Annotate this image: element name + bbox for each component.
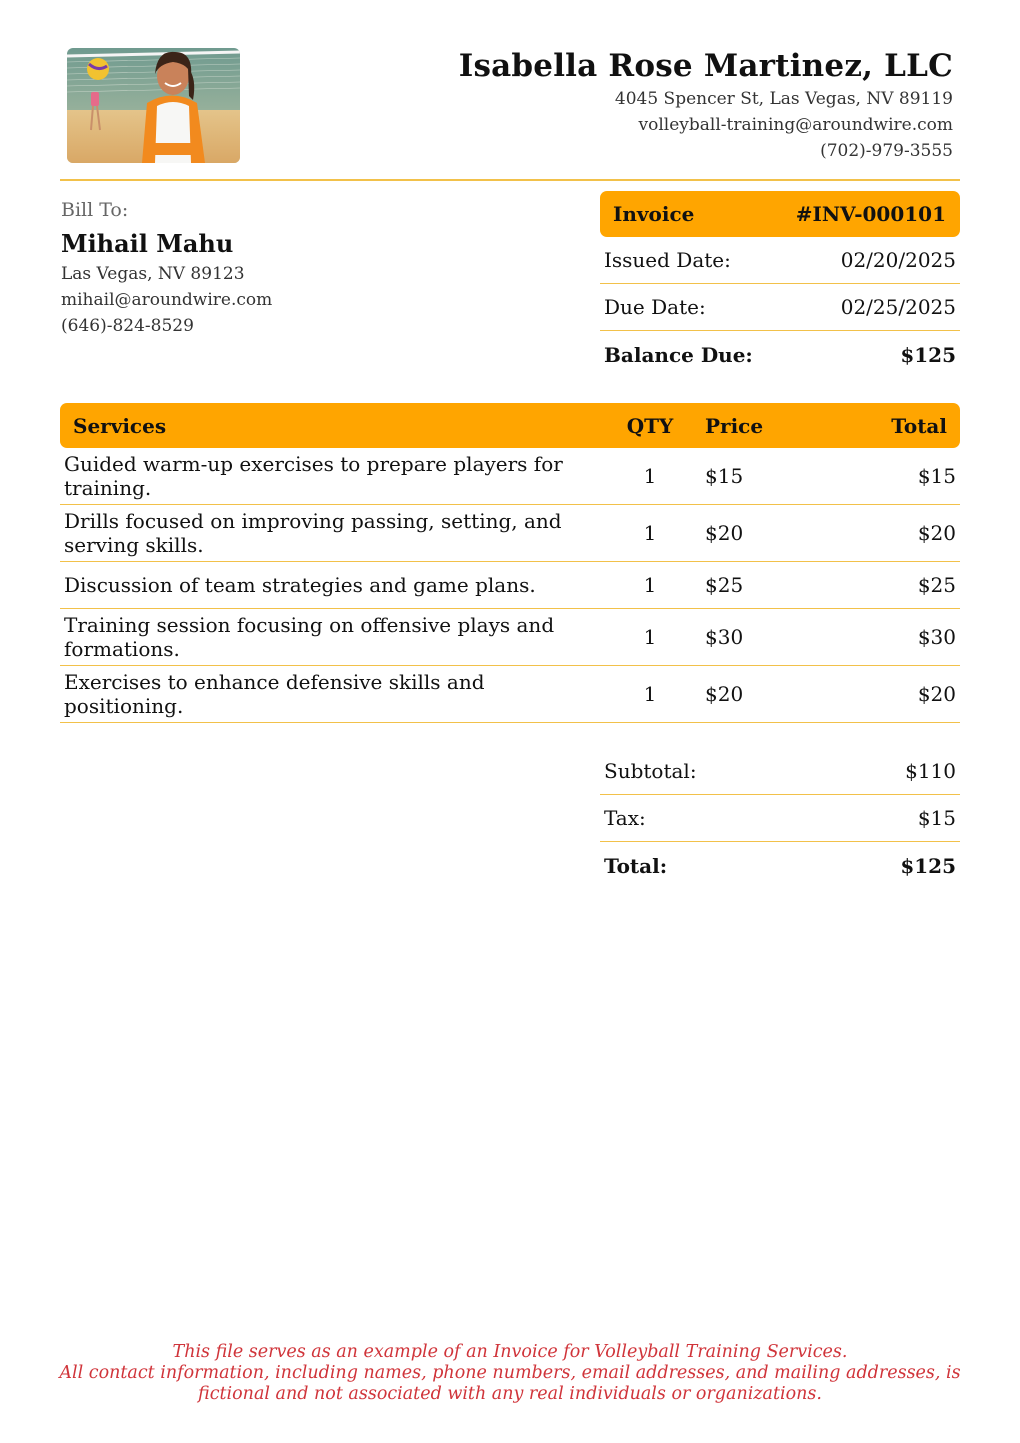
table-row bbox=[60, 562, 960, 609]
services-table bbox=[60, 403, 960, 723]
disclaimer-line-2: All contact information, including names, phone numbers, email addresses, and mailing addresses, is fictional and not associated with any real individuals or organizations. bbox=[59, 1363, 961, 1404]
header-total: Total bbox=[891, 413, 947, 438]
header-qty: QTY bbox=[626, 413, 674, 438]
service-description: Exercises to enhance defensive skills and positioning. bbox=[64, 670, 485, 718]
issued-date-value: 02/20/2025 bbox=[840, 248, 956, 272]
header-divider bbox=[60, 179, 960, 181]
company-phone: (702)-979-3555 bbox=[820, 141, 953, 161]
company-photo bbox=[67, 48, 240, 163]
service-total: $20 bbox=[917, 682, 956, 706]
service-price: $20 bbox=[705, 521, 744, 545]
service-qty: 1 bbox=[643, 625, 657, 649]
services-table-header bbox=[60, 403, 960, 448]
due-date-row bbox=[600, 284, 960, 331]
client-name: Mihail Mahu bbox=[61, 229, 234, 258]
client-email: mihail@aroundwire.com bbox=[61, 290, 273, 310]
service-price: $20 bbox=[705, 682, 744, 706]
disclaimer-line-1: This file serves as an example of an Invoice for Volleyball Training Services. bbox=[172, 1342, 848, 1362]
bill-to-label: Bill To: bbox=[61, 199, 129, 221]
service-description: Training session focusing on offensive plays and formations. bbox=[64, 613, 555, 661]
total-row bbox=[600, 842, 960, 889]
disclaimer-footer bbox=[30, 1342, 990, 1405]
total-value: $125 bbox=[900, 853, 956, 878]
due-date-label: Due Date: bbox=[604, 295, 706, 319]
invoice-header bbox=[600, 191, 960, 237]
header-price: Price bbox=[705, 413, 764, 438]
table-row bbox=[60, 448, 960, 505]
bill-to-section bbox=[61, 197, 272, 339]
service-total: $15 bbox=[917, 464, 956, 488]
service-price: $30 bbox=[705, 625, 744, 649]
service-price: $25 bbox=[705, 573, 744, 597]
table-row bbox=[60, 666, 960, 723]
service-total: $30 bbox=[917, 625, 956, 649]
company-email: volleyball-training@aroundwire.com bbox=[638, 115, 953, 135]
service-total: $20 bbox=[917, 521, 956, 545]
client-address: Las Vegas, NV 89123 bbox=[61, 264, 245, 284]
volleyball-player-image bbox=[67, 48, 240, 163]
company-info bbox=[459, 46, 953, 164]
service-qty: 1 bbox=[643, 682, 657, 706]
subtotal-row bbox=[600, 748, 960, 795]
table-row bbox=[60, 609, 960, 666]
due-date-value: 02/25/2025 bbox=[840, 295, 956, 319]
total-label: Total: bbox=[604, 853, 668, 878]
balance-due-label: Balance Due: bbox=[604, 342, 753, 367]
invoice-label: Invoice bbox=[613, 202, 695, 226]
service-qty: 1 bbox=[643, 521, 657, 545]
table-row bbox=[60, 505, 960, 562]
service-qty: 1 bbox=[643, 573, 657, 597]
issued-date-label: Issued Date: bbox=[604, 248, 731, 272]
tax-value: $15 bbox=[917, 806, 956, 830]
header-services: Services bbox=[73, 413, 167, 438]
service-price: $15 bbox=[705, 464, 744, 488]
service-description: Drills focused on improving passing, setting, and serving skills. bbox=[64, 509, 562, 557]
service-qty: 1 bbox=[643, 464, 657, 488]
company-address: 4045 Spencer St, Las Vegas, NV 89119 bbox=[614, 89, 953, 109]
service-description: Discussion of team strategies and game plans. bbox=[64, 573, 536, 597]
totals-section bbox=[600, 748, 960, 889]
tax-row bbox=[600, 795, 960, 842]
service-total: $25 bbox=[917, 573, 956, 597]
invoice-summary bbox=[600, 191, 960, 378]
company-name: Isabella Rose Martinez, LLC bbox=[458, 48, 953, 84]
balance-due-value: $125 bbox=[900, 342, 956, 367]
issued-date-row bbox=[600, 237, 960, 284]
client-phone: (646)-824-8529 bbox=[61, 316, 194, 336]
tax-label: Tax: bbox=[604, 806, 646, 830]
balance-due-row bbox=[600, 331, 960, 378]
subtotal-label: Subtotal: bbox=[604, 759, 697, 783]
service-description: Guided warm-up exercises to prepare players for training. bbox=[64, 452, 563, 500]
invoice-number: #INV-000101 bbox=[795, 202, 946, 226]
subtotal-value: $110 bbox=[905, 759, 956, 783]
